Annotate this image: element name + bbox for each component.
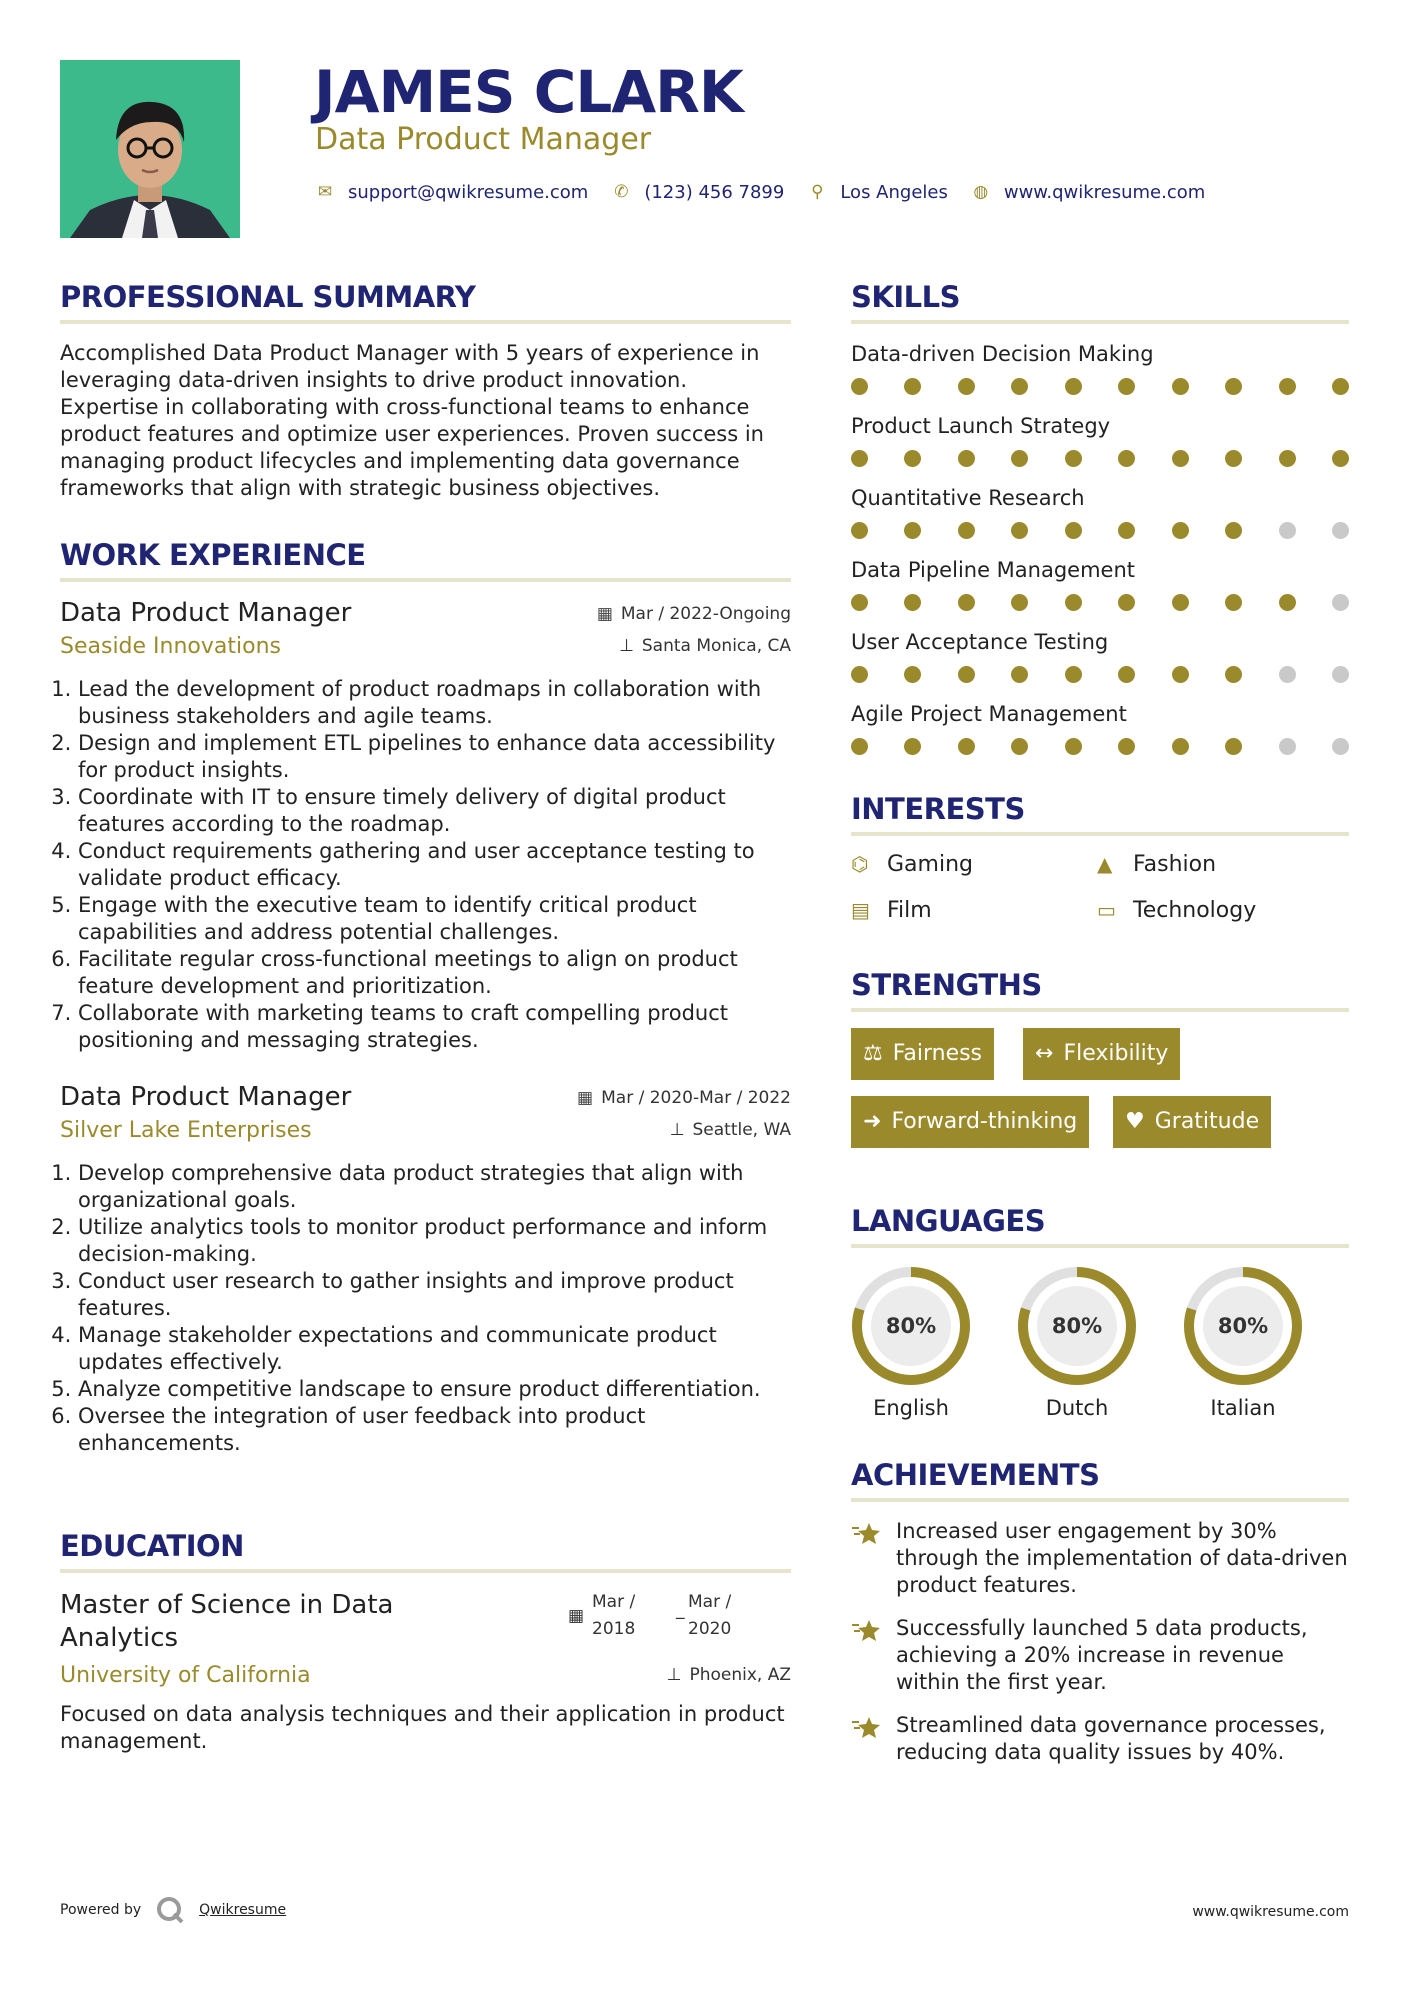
contact-website[interactable]: www.qwikresume.com [1003,181,1206,203]
footer-website[interactable]: www.qwikresume.com [1192,1904,1349,1920]
candidate-name: JAMES CLARK [314,58,743,126]
language-ring [849,1264,973,1388]
skill-dot-filled [1225,522,1242,539]
section-title-summary: PROFESSIONAL SUMMARY [60,280,476,314]
skill-dot-filled [1172,378,1189,395]
section-divider [851,1008,1349,1012]
skill-dot-filled [1118,594,1135,611]
language-percent: 80% [1051,1314,1103,1338]
job-bullets [60,676,791,1054]
job-location: Seattle, WA [692,1120,791,1140]
language-item [1015,1264,1139,1420]
interest-item [851,898,932,923]
shopping-bag-icon: ▲ [1097,852,1113,876]
school-location: Phoenix, AZ [689,1665,791,1685]
calendar-icon: ▦ [568,1606,585,1626]
arrows-horizontal-icon: ↔ [1035,1041,1054,1066]
education-description: Focused on data analysis techniques and their application in product management. [60,1702,785,1753]
heart-icon: ♥ [1125,1109,1145,1134]
section-title-strengths: STRENGTHS [851,968,1042,1002]
achievement-item [851,1518,1349,1599]
section-divider [851,1244,1349,1248]
pin-icon: ⊥ [619,636,634,656]
section-divider [60,1569,791,1573]
list-item: 6. Facilitate regular cross-functional meetings to align on product feature development and prioritization. [78,946,791,1000]
interest-item [1097,852,1216,877]
skill-dot-filled [1011,450,1028,467]
skill-dot-filled [904,594,921,611]
education-end-date: Mar / 2020 [688,1592,732,1639]
job-location: Santa Monica, CA [641,636,791,656]
skill-dot-filled [1172,522,1189,539]
skill-rating [851,368,1349,402]
skill-dot-filled [1279,378,1296,395]
language-percent: 80% [1217,1314,1269,1338]
footer-powered-by [60,1895,286,1925]
skill-item [851,556,1349,618]
language-item [1181,1264,1305,1420]
strength-tag [1113,1096,1271,1148]
skill-dot-filled [1172,594,1189,611]
skill-dot-filled [904,522,921,539]
achievement-text: Successfully launched 5 data products, achieving a 20% increase in revenue within the first year. [896,1616,1308,1694]
school-name: University of California [60,1663,311,1688]
skill-item [851,412,1349,474]
skill-rating [851,656,1349,690]
skill-dot-filled [958,522,975,539]
skill-dot-filled [1118,738,1135,755]
skill-dot-filled [851,738,868,755]
language-name: Italian [1210,1396,1276,1420]
list-item: 4. Manage stakeholder expectations and communicate product updates effectively. [78,1322,791,1376]
skill-dot-filled [851,594,868,611]
list-item: 4. Conduct requirements gathering and user acceptance testing to validate product efficacy. [78,838,791,892]
date-separator: _ [676,1600,685,1620]
strength-tag [851,1028,994,1080]
strength-tag [851,1096,1089,1148]
gamepad-icon: ⌬ [851,852,869,876]
achievement-item [851,1615,1349,1696]
job-entry [60,598,791,1054]
list-item: 3. Conduct user research to gather insights and improve product features. [78,1268,791,1322]
skill-dot-filled [1172,666,1189,683]
strength-tag [1023,1028,1180,1080]
skill-dot-filled [1011,522,1028,539]
skill-dot-empty [1279,738,1296,755]
skill-dot-empty [1332,594,1349,611]
skill-dot-filled [904,378,921,395]
list-item: 2. Utilize analytics tools to monitor product performance and inform decision-making. [78,1214,791,1268]
shooting-star-icon [851,1520,883,1548]
skill-dot-filled [1065,522,1082,539]
skill-dot-filled [1279,594,1296,611]
skill-dot-filled [1172,738,1189,755]
skill-dot-filled [851,450,868,467]
skill-name: Product Launch Strategy [851,414,1111,438]
list-item: 7. Collaborate with marketing teams to craft compelling product positioning and messaging strategies. [78,1000,791,1054]
skill-dot-filled [1225,738,1242,755]
powered-by-label: Powered by [60,1902,142,1918]
skill-dot-filled [1118,450,1135,467]
achievement-text: Streamlined data governance processes, reducing data quality issues by 40%. [896,1713,1326,1764]
list-item: 5. Engage with the executive team to identify critical product capabilities and address potential challenges. [78,892,791,946]
pin-icon: ⊥ [669,1120,685,1140]
strength-label: Gratitude [1154,1109,1260,1134]
section-divider [851,320,1349,324]
list-item: 5. Analyze competitive landscape to ensure product differentiation. [78,1376,791,1403]
skill-item [851,484,1349,546]
achievement-item [851,1712,1349,1766]
skill-dot-filled [1065,594,1082,611]
calendar-icon: ▦ [596,604,613,624]
skill-dot-filled [851,522,868,539]
skill-dot-empty [1332,738,1349,755]
section-divider [851,1498,1349,1502]
calendar-icon: ▦ [577,1088,594,1108]
language-ring [1181,1264,1305,1388]
section-divider [60,320,791,324]
skill-dot-filled [1011,738,1028,755]
arrow-right-icon: ➜ [863,1109,882,1134]
skill-dot-filled [1065,738,1082,755]
skill-dot-filled [851,666,868,683]
strength-label: Fairness [892,1041,983,1066]
section-title-achievements: ACHIEVEMENTS [851,1458,1100,1492]
list-item: 1. Develop comprehensive data product strategies that align with organizational goals. [78,1160,791,1214]
profile-photo [60,60,240,238]
skill-dot-filled [1118,522,1135,539]
map-marker-icon: ⚲ [811,182,824,202]
strengths-list [851,1028,1349,1186]
interest-label: Gaming [887,852,973,877]
globe-icon: ◍ [973,182,989,202]
interest-item [1097,898,1256,923]
envelope-icon: ✉ [317,182,333,202]
skill-dot-empty [1332,666,1349,683]
skill-dot-filled [904,450,921,467]
skill-dot-filled [1011,378,1028,395]
skill-dot-filled [851,378,868,395]
skill-dot-filled [1065,378,1082,395]
skill-dot-filled [1332,450,1349,467]
language-ring [1015,1264,1139,1388]
skill-dot-filled [1065,666,1082,683]
skill-rating [851,584,1349,618]
interest-label: Film [887,898,932,923]
languages-list [851,1264,1349,1422]
skill-dot-empty [1279,522,1296,539]
portrait-image [60,60,240,238]
job-date: Mar / 2020-Mar / 2022 [601,1088,791,1108]
section-title-experience: WORK EXPERIENCE [60,538,366,572]
skill-name: Data-driven Decision Making [851,342,1154,366]
language-name: Dutch [1045,1396,1109,1420]
skill-dot-filled [1172,450,1189,467]
section-divider [60,578,791,582]
skill-item [851,700,1349,762]
skill-dot-filled [958,450,975,467]
skills-list [851,340,1349,762]
job-title: Data Product Manager [60,1082,352,1112]
skill-dot-filled [958,666,975,683]
skill-dot-filled [1225,666,1242,683]
list-item: 2. Design and implement ETL pipelines to enhance data accessibility for product insights. [78,730,791,784]
right-column [851,278,1349,1782]
skill-dot-filled [1118,666,1135,683]
section-title-languages: LANGUAGES [851,1204,1046,1238]
shooting-star-icon [851,1617,883,1645]
phone-icon: ✆ [614,182,629,202]
job-entry [60,1082,791,1457]
skill-dot-filled [1225,450,1242,467]
section-divider [851,832,1349,836]
contact-email[interactable]: support@qwikresume.com [348,181,589,203]
job-title: Data Product Manager [60,598,352,628]
skill-rating [851,440,1349,474]
summary-text: Accomplished Data Product Manager with 5 years of experience in leveraging data-driven insights to drive product innovation. Expertise in collaborating with cross-functional teams to enhance product features and optimize user experiences. Proven success in managing product lifecycles and implementing data governance frameworks that align with strategic business objectives. [60,341,764,500]
skill-item [851,628,1349,690]
language-percent: 80% [885,1314,937,1338]
skill-name: Quantitative Research [851,486,1085,510]
film-icon: ▤ [851,898,870,922]
strength-label: Flexibility [1063,1041,1169,1066]
interests-list [851,852,1349,946]
section-title-skills: SKILLS [851,280,960,314]
footer-brand-link[interactable]: Qwikresume [199,1902,287,1918]
candidate-role: Data Product Manager [315,122,652,157]
list-item: 6. Oversee the integration of user feedback into product enhancements. [78,1403,791,1457]
skill-name: Data Pipeline Management [851,558,1136,582]
language-item [849,1264,973,1420]
list-item: 1. Lead the development of product roadmaps in collaboration with business stakeholders and agile teams. [78,676,791,730]
contact-bar [314,178,1227,206]
strength-label: Forward-thinking [891,1109,1078,1134]
interest-item [851,852,973,877]
skill-dot-filled [1332,378,1349,395]
skill-dot-filled [1225,594,1242,611]
shooting-star-icon [851,1714,883,1742]
contact-location: Los Angeles [840,181,948,203]
interest-label: Fashion [1133,852,1217,877]
skill-rating [851,728,1349,762]
skill-dot-filled [958,378,975,395]
degree-title: Master of Science in Data Analytics [60,1590,394,1653]
skill-dot-filled [904,666,921,683]
list-item: 3. Coordinate with IT to ensure timely delivery of digital product features according to the roadmap. [78,784,791,838]
skill-name: User Acceptance Testing [851,630,1109,654]
skill-dot-filled [904,738,921,755]
achievement-text: Increased user engagement by 30% through the implementation of data-driven product features. [896,1519,1348,1597]
section-title-interests: INTERESTS [851,792,1025,826]
balance-scale-icon: ⚖ [863,1041,883,1066]
achievements-list [851,1518,1349,1766]
job-bullets [60,1160,791,1457]
skill-dot-filled [1011,666,1028,683]
skill-dot-filled [958,738,975,755]
interest-label: Technology [1133,898,1257,923]
job-date: Mar / 2022-Ongoing [620,604,791,624]
section-title-education: EDUCATION [60,1529,244,1563]
skill-name: Agile Project Management [851,702,1127,726]
language-name: English [873,1396,949,1420]
skill-dot-empty [1279,666,1296,683]
education-entry [60,1589,791,1661]
qwikresume-logo-icon [155,1895,185,1925]
skill-dot-filled [1011,594,1028,611]
skill-dot-filled [1225,378,1242,395]
skill-rating [851,512,1349,546]
pin-icon: ⊥ [666,1665,682,1685]
skill-dot-filled [1118,378,1135,395]
job-company: Silver Lake Enterprises [60,1118,312,1143]
skill-dot-empty [1332,522,1349,539]
contact-phone[interactable]: (123) 456 7899 [644,181,785,203]
education-start-date: Mar / 2018 [592,1592,636,1639]
skill-item [851,340,1349,402]
skill-dot-filled [1279,450,1296,467]
left-column [60,278,791,1755]
job-company: Seaside Innovations [60,634,281,659]
skill-dot-filled [1065,450,1082,467]
skill-dot-filled [958,594,975,611]
laptop-icon: ▭ [1097,898,1116,922]
